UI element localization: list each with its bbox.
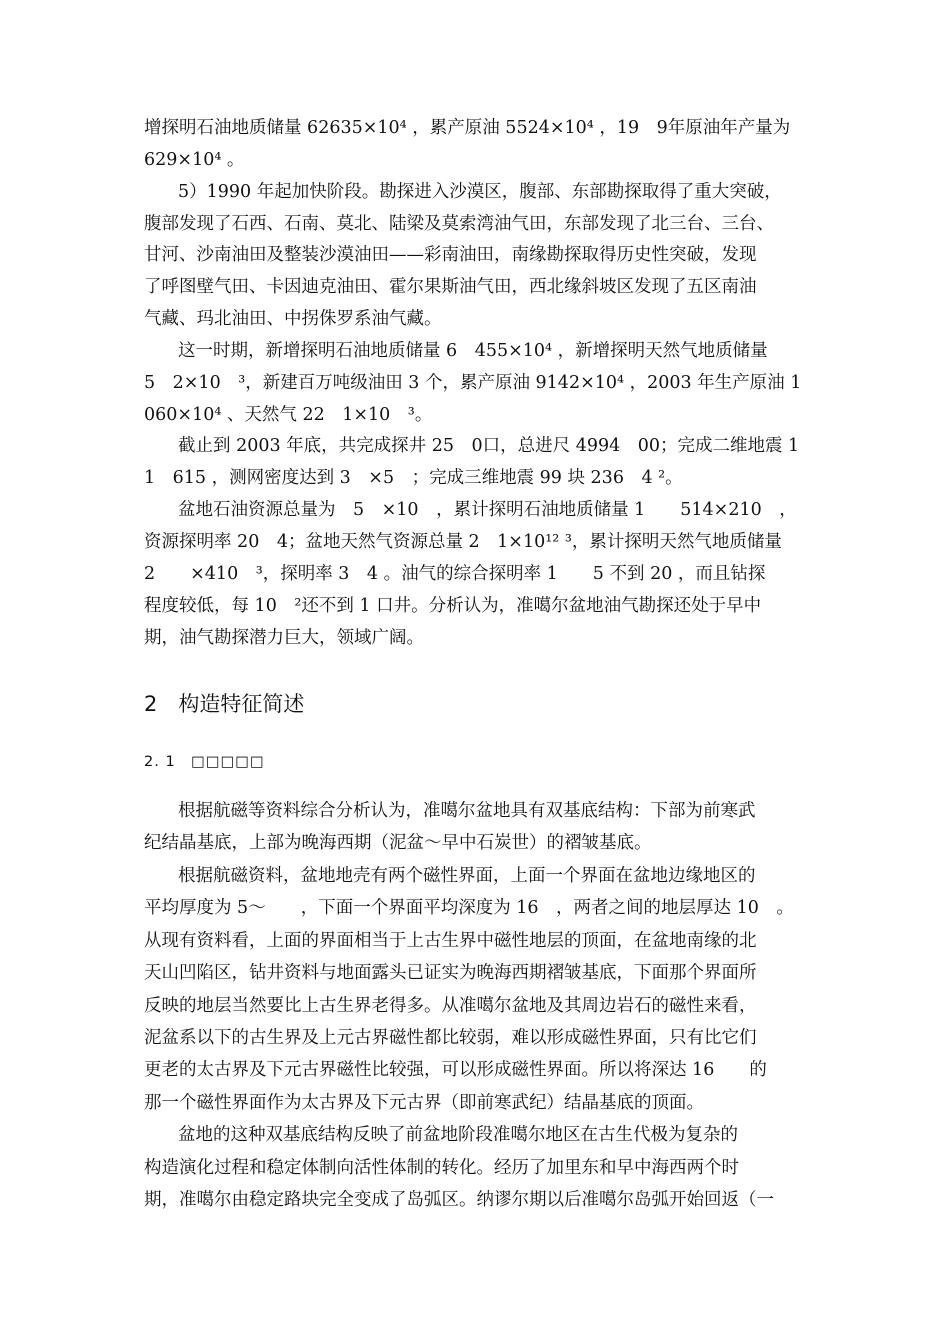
paragraph-line: 资源探明率 20 4；盆地天然气资源总量 2 1×10¹² ³，累计探明天然气地质储量 — [144, 532, 782, 552]
paragraph-line: 5）1990 年起加快阶段。勘探进入沙漠区，腹部、东部勘探取得了重大突破， — [178, 182, 782, 202]
paragraph-line: 纪结晶基底，上部为晚海西期（泥盆～早中石炭世）的褶皱基底。 — [144, 833, 652, 853]
paragraph-line: 了呼图壁气田、卡因迪克油田、霍尔果斯油气田，西北缘斜坡区发现了五区南油 — [144, 277, 757, 297]
paragraph-line: 截止到 2003 年底，共完成探井 25 0口，总进尺 4994 00；完成二维地震 1 — [178, 436, 800, 456]
paragraph-line: 期，油气勘探潜力巨大，领域广阔。 — [144, 628, 424, 648]
paragraph-line: 反映的地层当然要比上古生界老得多。从准噶尔盆地及其周边岩石的磁性来看， — [144, 996, 757, 1016]
section-heading: 2 构造特征简述 — [144, 692, 305, 716]
paragraph-line: 天山凹陷区，钻井资料与地面露头已证实为晚海西期褶皱基底，下面那个界面所 — [144, 963, 757, 983]
paragraph-line: 那一个磁性界面作为太古界及下元古界（即前寒武纪）结晶基底的顶面。 — [144, 1093, 704, 1113]
paragraph-line: 更老的太古界及下元古界磁性比较强，可以形成磁性界面。所以将深达 16 的 — [144, 1060, 767, 1080]
paragraph-line: 2 ×410 ³，探明率 3 4 。油气的综合探明率 1 5 不到 20 ，而且钻探 — [144, 564, 766, 584]
paragraph-line: 5 2×10 ³，新建百万吨级油田 3 个，累产原油 9142×10⁴ ，2003 年生产原油 1 — [144, 373, 802, 393]
paragraph-line: 程度较低，每 10 ²还不到 1 口井。分析认为，准噶尔盆地油气勘探还处于早中 — [144, 596, 762, 616]
paragraph-line: 构造演化过程和稳定体制向活性体制的转化。经历了加里东和早中海西两个时 — [144, 1158, 739, 1178]
paragraph-line: 腹部发现了石西、石南、莫北、陆梁及莫索湾油气田，东部发现了北三台、三台、 — [144, 214, 774, 234]
paragraph-line: 气藏、玛北油田、中拐侏罗系油气藏。 — [144, 309, 442, 329]
subsection-heading: 2. 1 □□□□□ — [144, 754, 265, 770]
paragraph-line: 根据航磁资料，盆地地壳有两个磁性界面，上面一个界面在盆地边缘地区的 — [178, 866, 756, 886]
paragraph-line: 泥盆系以下的古生界及上元古界磁性都比较弱，难以形成磁性界面，只有比它们 — [144, 1028, 757, 1048]
paragraph-line: 060×10⁴ 、天然气 22 1×10 ³。 — [144, 405, 433, 425]
paragraph-line: 629×10⁴ 。 — [144, 150, 245, 170]
paragraph-line: 盆地石油资源总量为 5 ×10 ，累计探明石油地质储量 1 514×210 ， — [178, 500, 797, 520]
paragraph-line: 增探明石油地质储量 62635×10⁴ ，累产原油 5524×10⁴ ，19 9年原油年产量为 — [144, 118, 791, 138]
paragraph-line: 1 615 ，测网密度达到 3 ×5 ；完成三维地震 99 块 236 4 ²。 — [144, 468, 683, 488]
paragraph-line: 期，准噶尔由稳定路块完全变成了岛弧区。纳谬尔期以后准噶尔岛弧开始回返（一 — [144, 1190, 774, 1210]
paragraph-line: 根据航磁等资料综合分析认为，准噶尔盆地具有双基底结构：下部为前寒武 — [178, 801, 756, 821]
paragraph-line: 这一时期，新增探明石油地质储量 6 455×10⁴ ，新增探明天然气地质储量 — [178, 341, 768, 361]
paragraph-line: 盆地的这种双基底结构反映了前盆地阶段准噶尔地区在古生代极为复杂的 — [178, 1125, 738, 1145]
paragraph-line: 甘河、沙南油田及整装沙漠油田——彩南油田，南缘勘探取得历史性突破，发现 — [144, 245, 757, 265]
paragraph-line: 从现有资料看，上面的界面相当于上古生界中磁性地层的顶面，在盆地南缘的北 — [144, 931, 757, 951]
paragraph-line: 平均厚度为 5～ ，下面一个界面平均深度为 16 ，两者之间的地层厚达 10 。 — [144, 898, 794, 918]
